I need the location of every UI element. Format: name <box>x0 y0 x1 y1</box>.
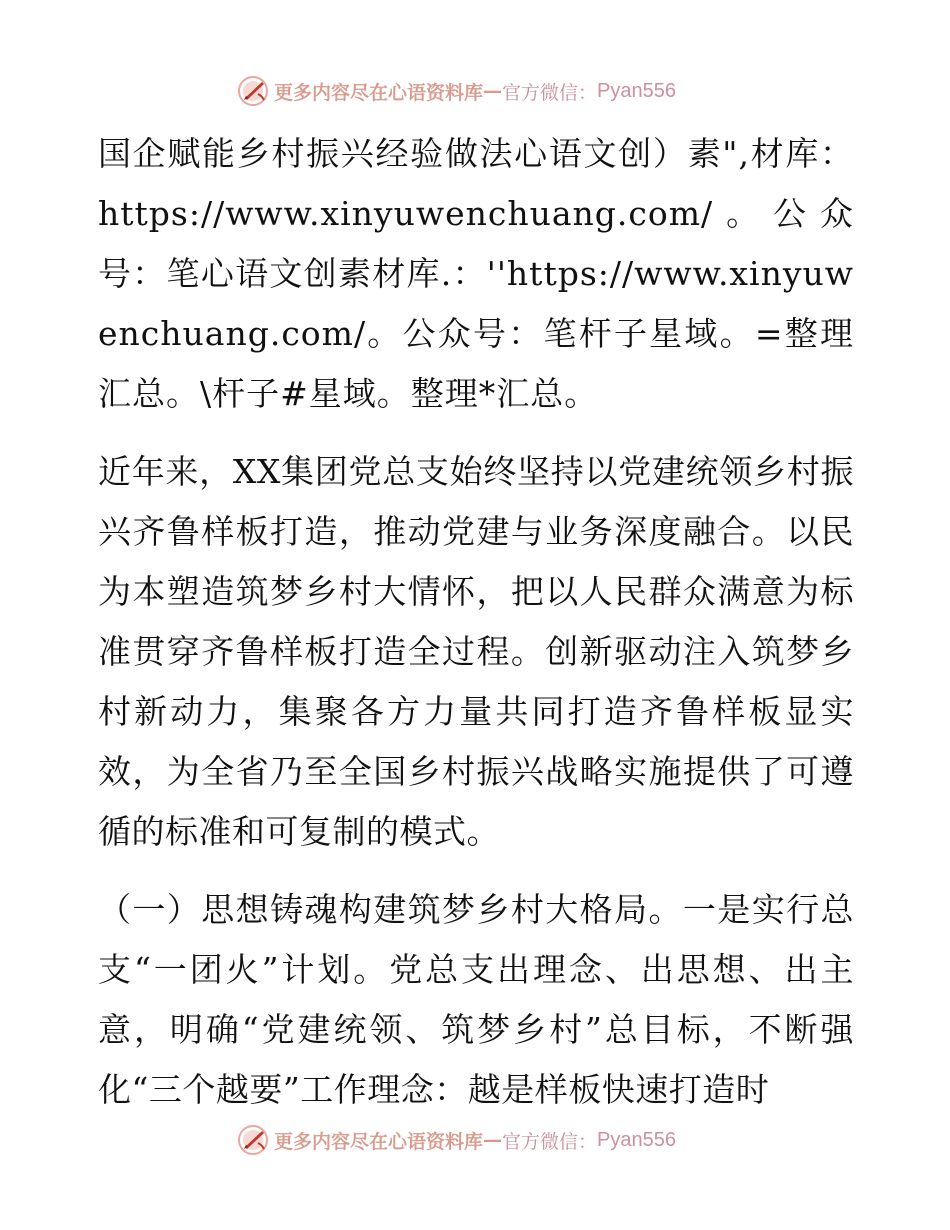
watermark-wechat-label: 官方微信： <box>502 1130 598 1153</box>
watermark-main-text: 更多内容尽在心语资料库 <box>274 1130 484 1153</box>
paragraph-source-info: 国企赋能乡村振兴经验做法心语文创）素",材库：https://www.xinyuwenchuang.com/。公众号：笔心语文创素材库.：''https://www.xinyuwenchuang.com/。公众号：笔杆子星域。=整理汇总。\杆子#星域。整理*汇总。 <box>98 134 854 413</box>
watermark-main-text: 更多内容尽在心语资料库 <box>274 81 484 104</box>
brand-logo-icon <box>236 1123 270 1157</box>
document-body <box>98 124 854 1120</box>
watermark-dash: — <box>483 80 503 102</box>
watermark-dash: — <box>483 1129 503 1151</box>
watermark-wechat-id: Pyan556 <box>597 79 676 102</box>
header-watermark-banner <box>236 71 756 111</box>
brand-logo-icon <box>236 74 270 108</box>
watermark-wechat-label: 官方微信： <box>502 81 598 104</box>
paragraph-section-one: （一）思想铸魂构建筑梦乡村大格局。一是实行总支“一团火”计划。党总支出理念、出思想、出主意，明确“党建统领、筑梦乡村”总目标，不断强化“三个越要”工作理念：越是样板快速打造时 <box>98 890 854 1109</box>
paragraph-intro: 近年来，XX集团党总支始终坚持以党建统领乡村振兴齐鲁样板打造，推动党建与业务深度融合。以民为本塑造筑梦乡村大情怀，把以人民群众满意为标准贯穿齐鲁样板打造全过程。创新驱动注入筑梦乡村新动力，集聚各方力量共同打造齐鲁样板显实效，为全省乃至全国乡村振兴战略实施提供了可遵循的标准和可复制的模式。 <box>98 452 854 851</box>
watermark-wechat-id: Pyan556 <box>597 1128 676 1151</box>
footer-watermark-banner <box>236 1120 756 1160</box>
